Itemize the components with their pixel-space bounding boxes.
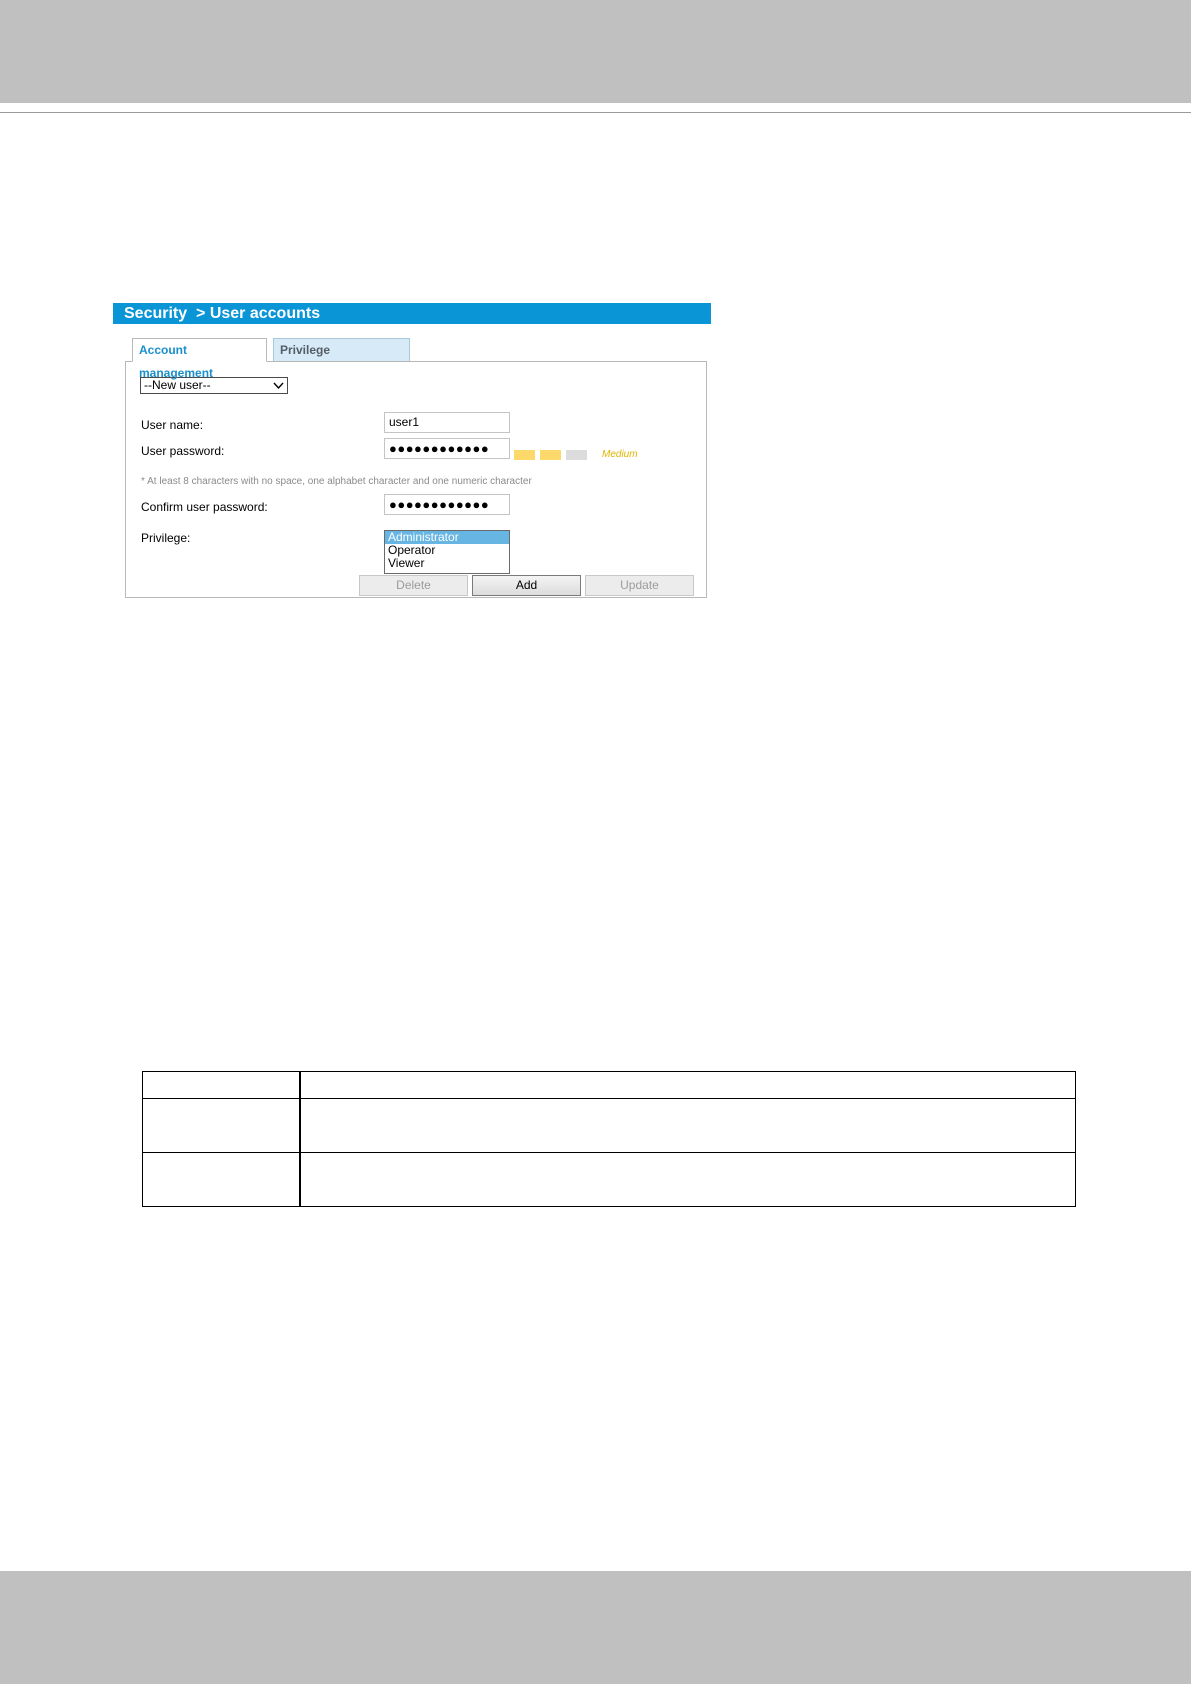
table-row [143, 1099, 1076, 1153]
privilege-option-viewer[interactable]: Viewer [388, 556, 425, 570]
tab-account-management[interactable]: Account management [132, 338, 267, 362]
delete-button[interactable]: Delete [359, 575, 468, 596]
password-rule-hint: * At least 8 characters with no space, one alphabet character and one numeric character [141, 476, 532, 487]
password-strength-segment-2 [540, 450, 561, 460]
password-strength-label: Medium [602, 449, 638, 460]
table-cell [300, 1099, 1076, 1153]
page-header-band [0, 0, 1191, 103]
page-footer-band [0, 1571, 1191, 1684]
chevron-down-icon [273, 380, 284, 391]
privilege-label: Privilege: [141, 531, 191, 545]
add-button[interactable]: Add [472, 575, 581, 596]
header-divider [0, 112, 1191, 113]
description-table [142, 1071, 1076, 1207]
privilege-listbox[interactable] [384, 530, 510, 574]
confirm-password-input[interactable]: ●●●●●●●●●●●● [384, 494, 510, 515]
account-form [125, 361, 707, 598]
table-row [143, 1153, 1076, 1207]
breadcrumb-page: > User accounts [196, 305, 321, 322]
privilege-option-administrator[interactable]: Administrator [385, 531, 509, 544]
breadcrumb-section: Security [124, 305, 188, 322]
user-password-input[interactable]: ●●●●●●●●●●●● [384, 438, 510, 459]
confirm-password-label: Confirm user password: [141, 500, 268, 514]
table-row [143, 1072, 1076, 1099]
update-button[interactable]: Update [585, 575, 694, 596]
table-cell [143, 1099, 301, 1153]
password-strength-segment-3 [566, 450, 587, 460]
privilege-option-operator[interactable]: Operator [388, 543, 436, 557]
user-password-label: User password: [141, 444, 225, 458]
title-bar [113, 303, 711, 324]
table-cell [300, 1153, 1076, 1207]
table-cell [300, 1072, 1076, 1099]
breadcrumb [124, 303, 320, 324]
password-strength-segment-1 [514, 450, 535, 460]
user-accounts-panel [113, 303, 711, 600]
user-name-label: User name: [141, 418, 204, 432]
user-name-input[interactable]: user1 [384, 412, 510, 433]
tab-privilege-management[interactable]: Privilege [273, 338, 410, 362]
table-cell [143, 1072, 301, 1099]
user-select-value: --New user-- [144, 378, 211, 392]
table-cell [143, 1153, 301, 1207]
